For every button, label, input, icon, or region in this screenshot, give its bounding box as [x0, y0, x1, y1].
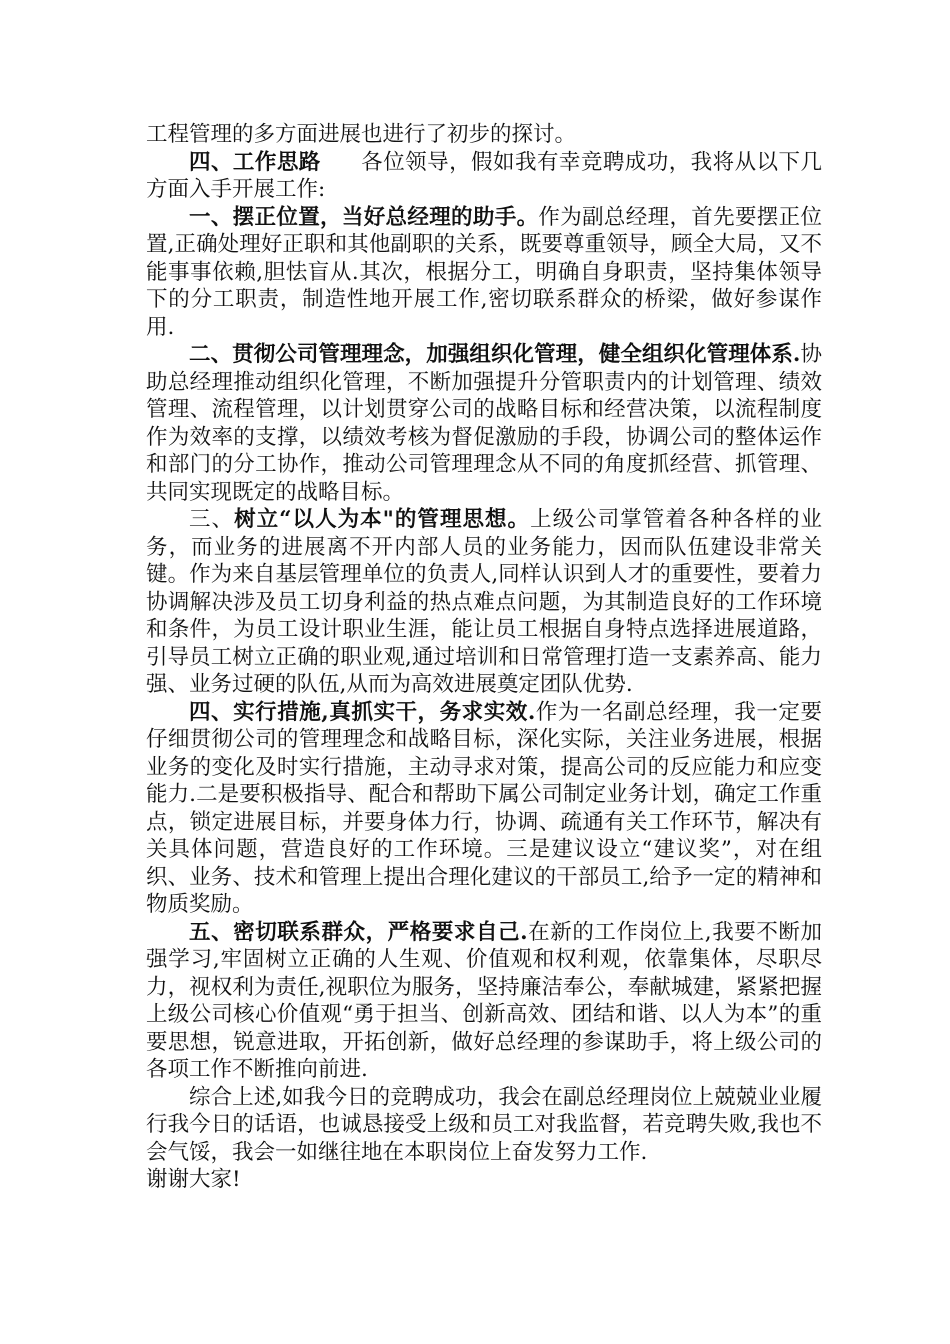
- paragraph-text: 上级公司掌管着各种各样的业务，而业务的进展离不开内部人员的业务能力，因而队伍建设非常关键。作为来自基层管理单位的负责人,同样认识到人才的重要性，要着力协调解决涉及员工切身利益的热点难点问题，为其制造良好的工作环境和条件，为员工设计职业生涯，能让员工根据自身特点选择进展道路，引导员工树立正确的职业观,通过培训和日常管理打造一支素养高、能力强、业务过硬的队伍,从而为高效进展奠定团队优势.: [146, 507, 822, 697]
- paragraph-thanks: [146, 1166, 822, 1194]
- paragraph-point-1: [146, 204, 822, 342]
- point-number: 三、: [189, 507, 235, 532]
- paragraph-text: 综合上述,如我今日的竞聘成功，我会在副总经理岗位上兢兢业业履行我今日的话语，也诚恳接受上级和员工对我监督，若竞聘失败,我也不会气馁，我会一如继往地在本职岗位上奋发努力工作.: [146, 1084, 822, 1165]
- paragraph-conclusion: [146, 1084, 822, 1167]
- paragraph-work-ideas: [146, 149, 822, 204]
- paragraph-text: 作为一名副总经理，我一定要仔细贯彻公司的管理理念和战略目标，深化实际，关注业务进展，根据业务的变化及时实行措施，主动寻求对策，提高公司的反应能力和应变能力.二是要积极指导、配合和帮助下属公司制定业务计划，确定工作重点，锁定进展目标，并要身体力行，协调、疏通有关工作环节，解决有关具体问题，营造良好的工作环境。三是建议设立“建议奖”，对在组织、业务、技术和管理上提出合理化建议的干部员工,给予一定的精神和物质奖励。: [146, 699, 822, 917]
- paragraph-point-2: [146, 341, 822, 506]
- paragraph-text: 各位领导，假如我有幸竞聘成功，我将从以下几方面入手开展工作:: [146, 149, 822, 202]
- section-heading: 四、工作思路: [189, 149, 321, 175]
- paragraph-point-4: [146, 699, 822, 919]
- closing-text: 谢谢大家!: [146, 1167, 241, 1192]
- paragraph-text: 作为副总经理，首先要摆正位置,正确处理好正职和其他副职的关系，既要尊重领导，顾全大局，又不能事事依赖,胆怯盲从.其次，根据分工，明确自身职责，坚持集体领导下的分工职责，制造性地开展工作,密切联系群众的桥梁，做好参谋作用.: [146, 204, 822, 340]
- paragraph-text: 工程管理的多方面进展也进行了初步的探讨。: [146, 122, 577, 147]
- point-heading: 四、实行措施,真抓实干，务求实效.: [189, 699, 536, 725]
- point-heading: 树立“以人为本"的管理思想。: [234, 507, 531, 532]
- paragraph-intro-end: [146, 121, 822, 149]
- point-heading: 一、摆正位置，当好总经理的助手。: [189, 204, 539, 230]
- paragraph-point-5: [146, 919, 822, 1084]
- paragraph-text: 协助总经理推动组织化管理，不断加强提升分管职责内的计划管理、绩效管理、流程管理，以计划贯穿公司的战略目标和经营决策，以流程制度作为效率的支撑，以绩效考核为督促激励的手段，协调公司的整体运作和部门的分工协作，推动公司管理理念从不同的角度抓经营、抓管理、共同实现既定的战略目标。: [146, 342, 822, 505]
- document-body: [146, 121, 822, 1194]
- point-heading: 五、密切联系群众，严格要求自己.: [189, 919, 528, 945]
- point-heading: 二、贯彻公司管理理念，加强组织化管理，健全组织化管理体系.: [189, 342, 801, 367]
- paragraph-text: 在新的工作岗位上,我要不断加强学习,牢固树立正确的人生观、价值观和权利观，依靠集体，尽职尽力，视权利为责任,视职位为服务，坚持廉洁奉公，奉献城建，紧紧把握上级公司核心价值观“勇于担当、创新高效、团结和谐、以人为本”的重要思想，锐意进取，开拓创新，做好总经理的参谋助手，将上级公司的各项工作不断推向前进.: [146, 919, 822, 1082]
- paragraph-point-3: [146, 506, 822, 699]
